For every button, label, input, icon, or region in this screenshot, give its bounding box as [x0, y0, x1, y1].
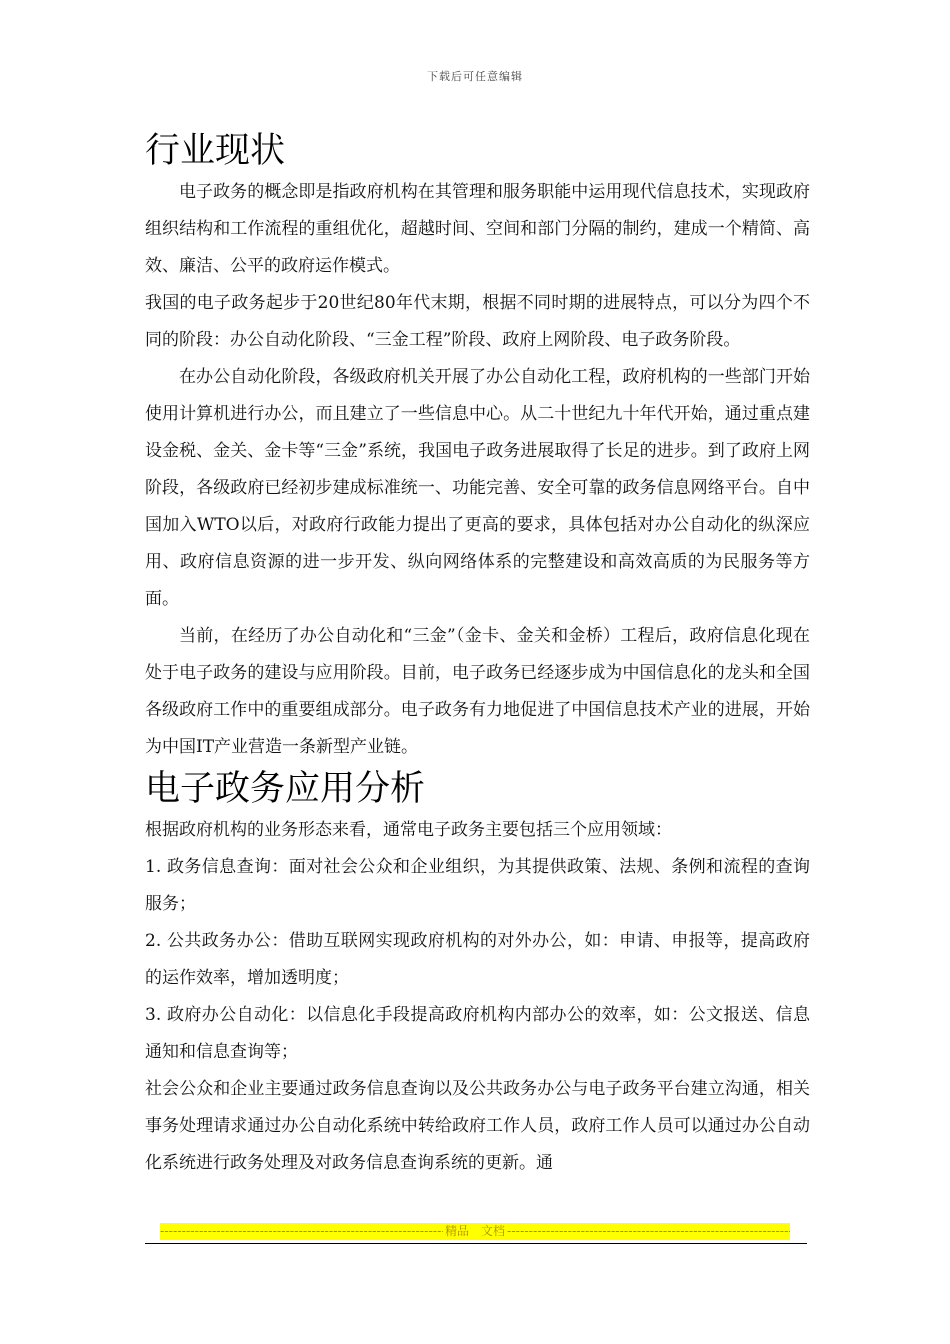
paragraph: 社会公众和企业主要通过政务信息查询以及公共政务办公与电子政务平台建立沟通，相关事务处理请求通过办公自动化系统中转给政府工作人员，政府工作人员可以通过办公自动化系统进行政务处理及对政务信息查询系统的更新。通	[145, 1079, 810, 1173]
paragraph: 在办公自动化阶段，各级政府机关开展了办公自动化工程，政府机构的一些部门开始使用计算机进行办公，而且建立了一些信息中心。从二十世纪九十年代开始，通过重点建设金税、金关、金卡等“三金”系统，我国电子政务进展取得了长足的进步。到了政府上网阶段，各级政府已经初步建成标准统一、功能完善、安全可靠的政务信息网络平台。自中国加入WTO以后，对政府行政能力提出了更高的要求，具体包括对办公自动化的纵深应用、政府信息资源的进一步开发、纵向网络体系的完整建设和高效高质的为民服务等方面。	[145, 367, 810, 609]
footer-label: 精品 文档	[445, 1224, 506, 1238]
paragraph: 我国的电子政务起步于20世纪80年代末期，根据不同时期的进展特点，可以分为四个不同的阶段：办公自动化阶段、“三金工程”阶段、政府上网阶段、电子政务阶段。	[145, 293, 810, 350]
footer-dashes-right	[507, 1223, 790, 1240]
paragraph: 电子政务的概念即是指政府机构在其管理和服务职能中运用现代信息技术，实现政府组织结构和工作流程的重组优化，超越时间、空间和部门分隔的制约，建成一个精简、高效、廉洁、公平的政府运作模式。	[145, 182, 810, 276]
section-heading-egov-analysis: 电子政务应用分析	[145, 769, 426, 809]
list-item: 1. 政务信息查询：面对社会公众和企业组织，为其提供政策、法规、条例和流程的查询服务；	[145, 857, 810, 914]
paragraph: 当前，在经历了办公自动化和“三金”（金卡、金关和金桥）工程后，政府信息化现在处于电子政务的建设与应用阶段。目前，电子政务已经逐步成为中国信息化的龙头和全国各级政府工作中的重要组成部分。电子政务有力地促进了中国信息技术产业的进展，开始为中国IT产业营造一条新型产业链。	[145, 626, 810, 757]
paragraph: 根据政府机构的业务形态来看，通常电子政务主要包括三个应用领域：	[145, 820, 672, 840]
list-item: 2. 公共政务办公：借助互联网实现政府机构的对外办公，如：申请、申报等，提高政府的运作效率，增加透明度；	[145, 931, 810, 988]
footer-rule	[145, 1243, 807, 1244]
header-note: 下载后可任意编辑	[427, 70, 523, 83]
document-body	[145, 128, 810, 1182]
footer-banner	[160, 1223, 790, 1240]
footer-dashes-left	[160, 1223, 443, 1240]
list-item: 3. 政府办公自动化：以信息化手段提高政府机构内部办公的效率，如：公文报送、信息通知和信息查询等；	[145, 1005, 810, 1062]
section-heading-industry-status: 行业现状	[145, 131, 286, 171]
